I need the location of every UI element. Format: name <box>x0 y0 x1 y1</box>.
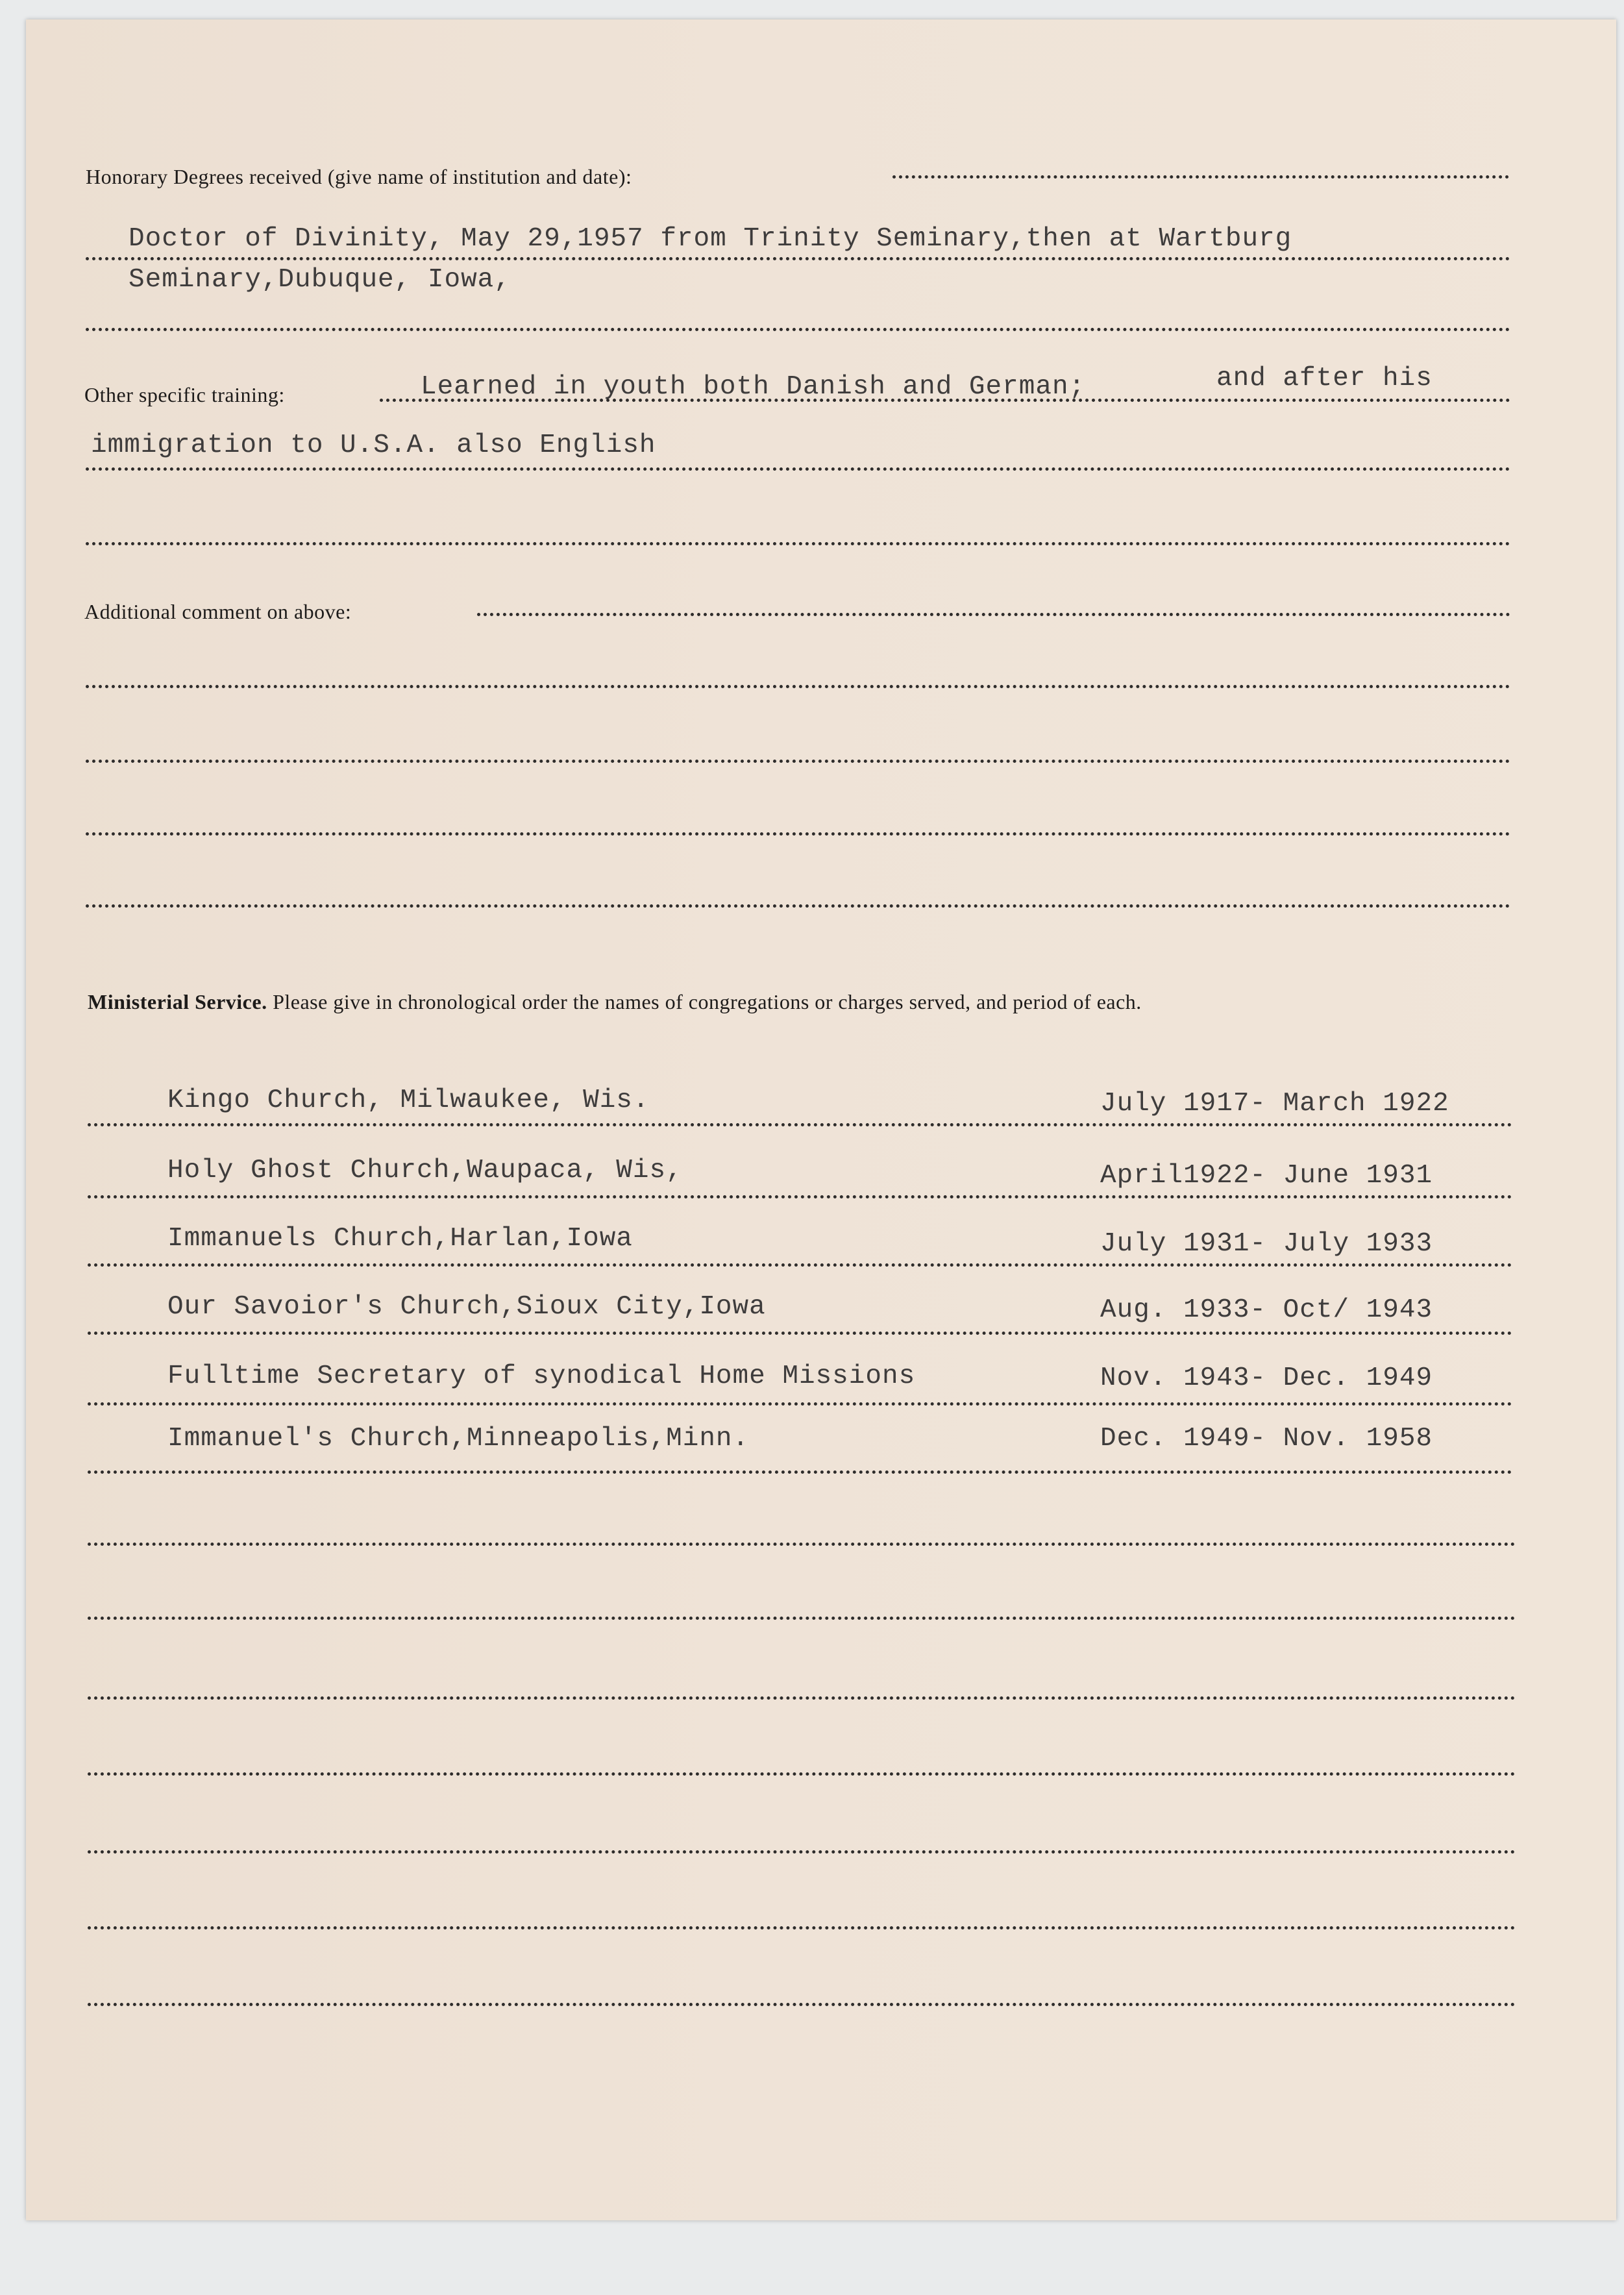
service-line-11 <box>88 1850 1516 1854</box>
service-line-1 <box>88 1123 1512 1126</box>
comment-line-1 <box>86 685 1510 688</box>
training-line-1b: and after his <box>1216 364 1433 393</box>
ministerial-service-text: Please give in chronological order the names of congregations or charges served, and period of each. <box>273 990 1142 1013</box>
other-training-label: Other specific training: <box>84 383 285 406</box>
service-period-3: July 1931- July 1933 <box>1100 1229 1433 1259</box>
service-period-4: Aug. 1933- Oct/ 1943 <box>1100 1295 1433 1325</box>
honorary-degrees-label: Honorary Degrees received (give name of institution and date): <box>86 165 632 188</box>
service-line-10 <box>88 1772 1516 1776</box>
service-line-4 <box>88 1332 1512 1335</box>
honorary-label-line <box>892 175 1509 179</box>
training-line-2: immigration to U.S.A. also English <box>91 430 656 460</box>
training-line-1 <box>380 399 1510 402</box>
service-period-5: Nov. 1943- Dec. 1949 <box>1100 1363 1433 1393</box>
service-congregation-2: Holy Ghost Church,Waupaca, Wis, <box>167 1156 683 1185</box>
comment-line-2 <box>86 760 1510 763</box>
training-line-1a: Learned in youth both Danish and German; <box>421 372 1086 402</box>
service-line-3 <box>88 1263 1512 1267</box>
service-period-6: Dec. 1949- Nov. 1958 <box>1100 1424 1433 1454</box>
service-line-6 <box>88 1470 1512 1474</box>
service-line-2 <box>88 1195 1512 1198</box>
service-congregation-1: Kingo Church, Milwaukee, Wis. <box>167 1085 650 1115</box>
service-congregation-6: Immanuel's Church,Minneapolis,Minn. <box>167 1424 750 1454</box>
service-line-7 <box>88 1543 1516 1546</box>
service-period-2: April1922- June 1931 <box>1100 1161 1433 1191</box>
honorary-degree-line-1: Doctor of Divinity, May 29,1957 from Trinity Seminary,then at Wartburg <box>129 224 1292 254</box>
comment-line-3 <box>86 832 1510 836</box>
form-page <box>26 19 1616 2220</box>
ministerial-service-heading: Ministerial Service. <box>88 990 267 1013</box>
service-line-8 <box>88 1617 1516 1620</box>
service-line-9 <box>88 1696 1516 1700</box>
honorary-line-1 <box>86 257 1510 260</box>
honorary-line-2 <box>86 328 1510 331</box>
service-congregation-3: Immanuels Church,Harlan,Iowa <box>167 1224 633 1254</box>
service-line-13 <box>88 2003 1516 2006</box>
service-line-12 <box>88 1926 1516 1929</box>
service-congregation-4: Our Savoior's Church,Sioux City,Iowa <box>167 1292 766 1322</box>
comment-line-4 <box>86 904 1510 908</box>
comment-line-0 <box>477 613 1510 616</box>
ministerial-service-instructions <box>88 980 1516 1023</box>
training-line-3 <box>86 542 1510 545</box>
service-period-1: July 1917- March 1922 <box>1100 1089 1449 1119</box>
additional-comment-label: Additional comment on above: <box>84 600 352 623</box>
honorary-degree-line-2: Seminary,Dubuque, Iowa, <box>129 265 511 295</box>
training-line-2 <box>86 467 1510 471</box>
service-line-5 <box>88 1402 1512 1406</box>
service-congregation-5: Fulltime Secretary of synodical Home Missions <box>167 1361 916 1391</box>
